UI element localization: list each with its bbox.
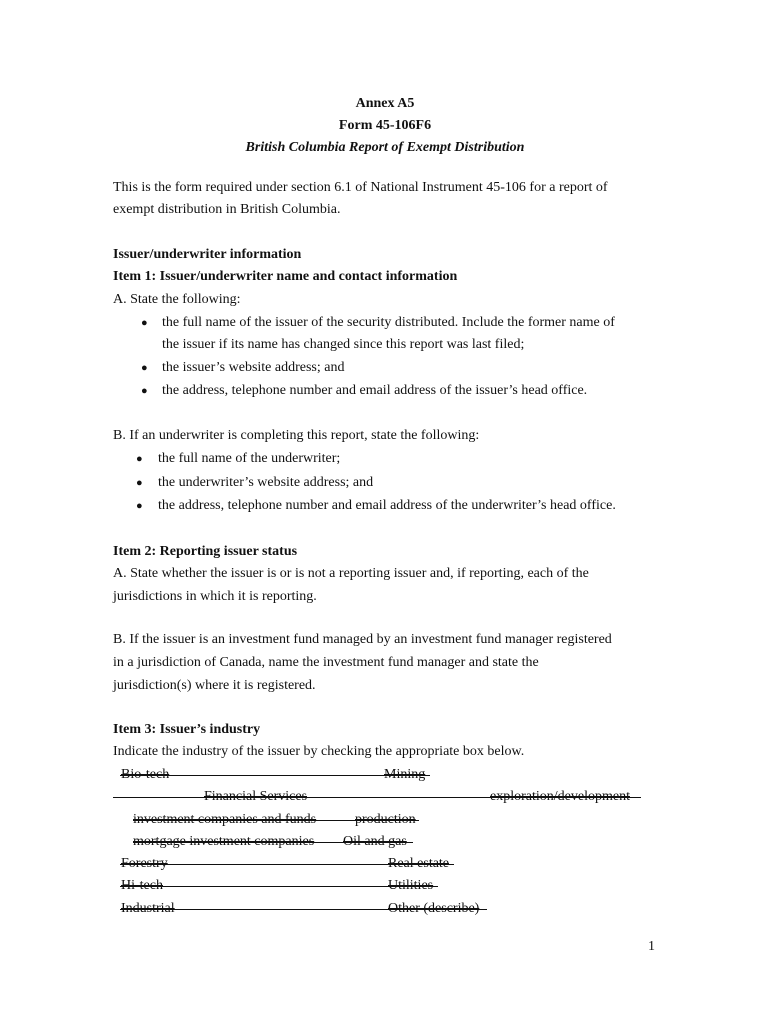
item2-heading: Item 2: Reporting issuer status (113, 544, 298, 559)
page-number: 1 (648, 939, 655, 954)
item1-a-label: A. State the following: (113, 292, 241, 307)
bullet-icon: ● (136, 477, 143, 489)
item1-a-bullet-1: the full name of the issuer of the security distributed. Include the former name of (162, 315, 615, 330)
bullet-icon: ● (141, 317, 148, 329)
industry-real-estate[interactable]: Real estate (388, 856, 450, 871)
form-subtitle: British Columbia Report of Exempt Distribution (245, 140, 525, 155)
item1-b-bullet-3: the address, telephone number and email address of the underwriter’s head office. (158, 498, 616, 513)
industry-hitech[interactable]: Hi-tech (121, 878, 163, 893)
item2-a-line-2: jurisdictions in which it is reporting. (113, 589, 317, 604)
bullet-icon: ● (136, 453, 143, 465)
bullet-icon: ● (136, 500, 143, 512)
item2-b-line-2: in a jurisdiction of Canada, name the investment fund manager and state the (113, 655, 539, 670)
item2-b-line-1: B. If the issuer is an investment fund managed by an investment fund manager registered (113, 632, 612, 647)
industry-forestry[interactable]: Forestry (121, 856, 168, 871)
industry-industrial[interactable]: Industrial (121, 901, 175, 916)
item1-b-label: B. If an underwriter is completing this report, state the following: (113, 428, 480, 443)
intro-line-1: This is the form required under section 6.1 of National Instrument 45-106 for a report of (113, 180, 608, 195)
item1-heading: Item 1: Issuer/underwriter name and contact information (113, 269, 458, 284)
annex-title: Annex A5 (355, 96, 415, 111)
item3-heading: Item 3: Issuer’s industry (113, 722, 261, 737)
industry-biotech[interactable]: Bio-tech (121, 767, 170, 782)
bullet-icon: ● (141, 385, 148, 397)
item1-b-bullet-1: the full name of the underwriter; (158, 451, 341, 466)
item1-b-bullet-2: the underwriter’s website address; and (158, 475, 374, 490)
industry-other[interactable]: Other (describe) (388, 901, 480, 916)
industry-production[interactable]: production (355, 812, 416, 827)
industry-oil-gas[interactable]: Oil and gas (343, 834, 407, 849)
item3-instruction: Indicate the industry of the issuer by checking the appropriate box below. (113, 744, 525, 759)
intro-line-2: exempt distribution in British Columbia. (113, 202, 341, 217)
item2-b-line-3: jurisdiction(s) where it is registered. (113, 678, 316, 693)
item2-a-line-1: A. State whether the issuer is or is not a reporting issuer and, if reporting, each of the (113, 566, 589, 581)
item1-a-bullet-3: the address, telephone number and email address of the issuer’s head office. (162, 383, 588, 398)
item1-a-bullet-1-cont: the issuer if its name has changed since this report was last filed; (162, 337, 525, 352)
industry-investment-companies[interactable]: investment companies and funds (133, 812, 317, 827)
bullet-icon: ● (141, 362, 148, 374)
industry-utilities[interactable]: Utilities (388, 878, 434, 893)
industry-exploration[interactable]: exploration/development (490, 789, 630, 804)
section-heading: Issuer/underwriter information (113, 247, 302, 262)
item1-a-bullet-2: the issuer’s website address; and (162, 360, 345, 375)
industry-financial-services[interactable]: Financial Services (204, 789, 308, 804)
industry-mortgage[interactable]: mortgage investment companies (133, 834, 315, 849)
form-number: Form 45-106F6 (338, 118, 432, 133)
industry-mining[interactable]: Mining (384, 767, 426, 782)
